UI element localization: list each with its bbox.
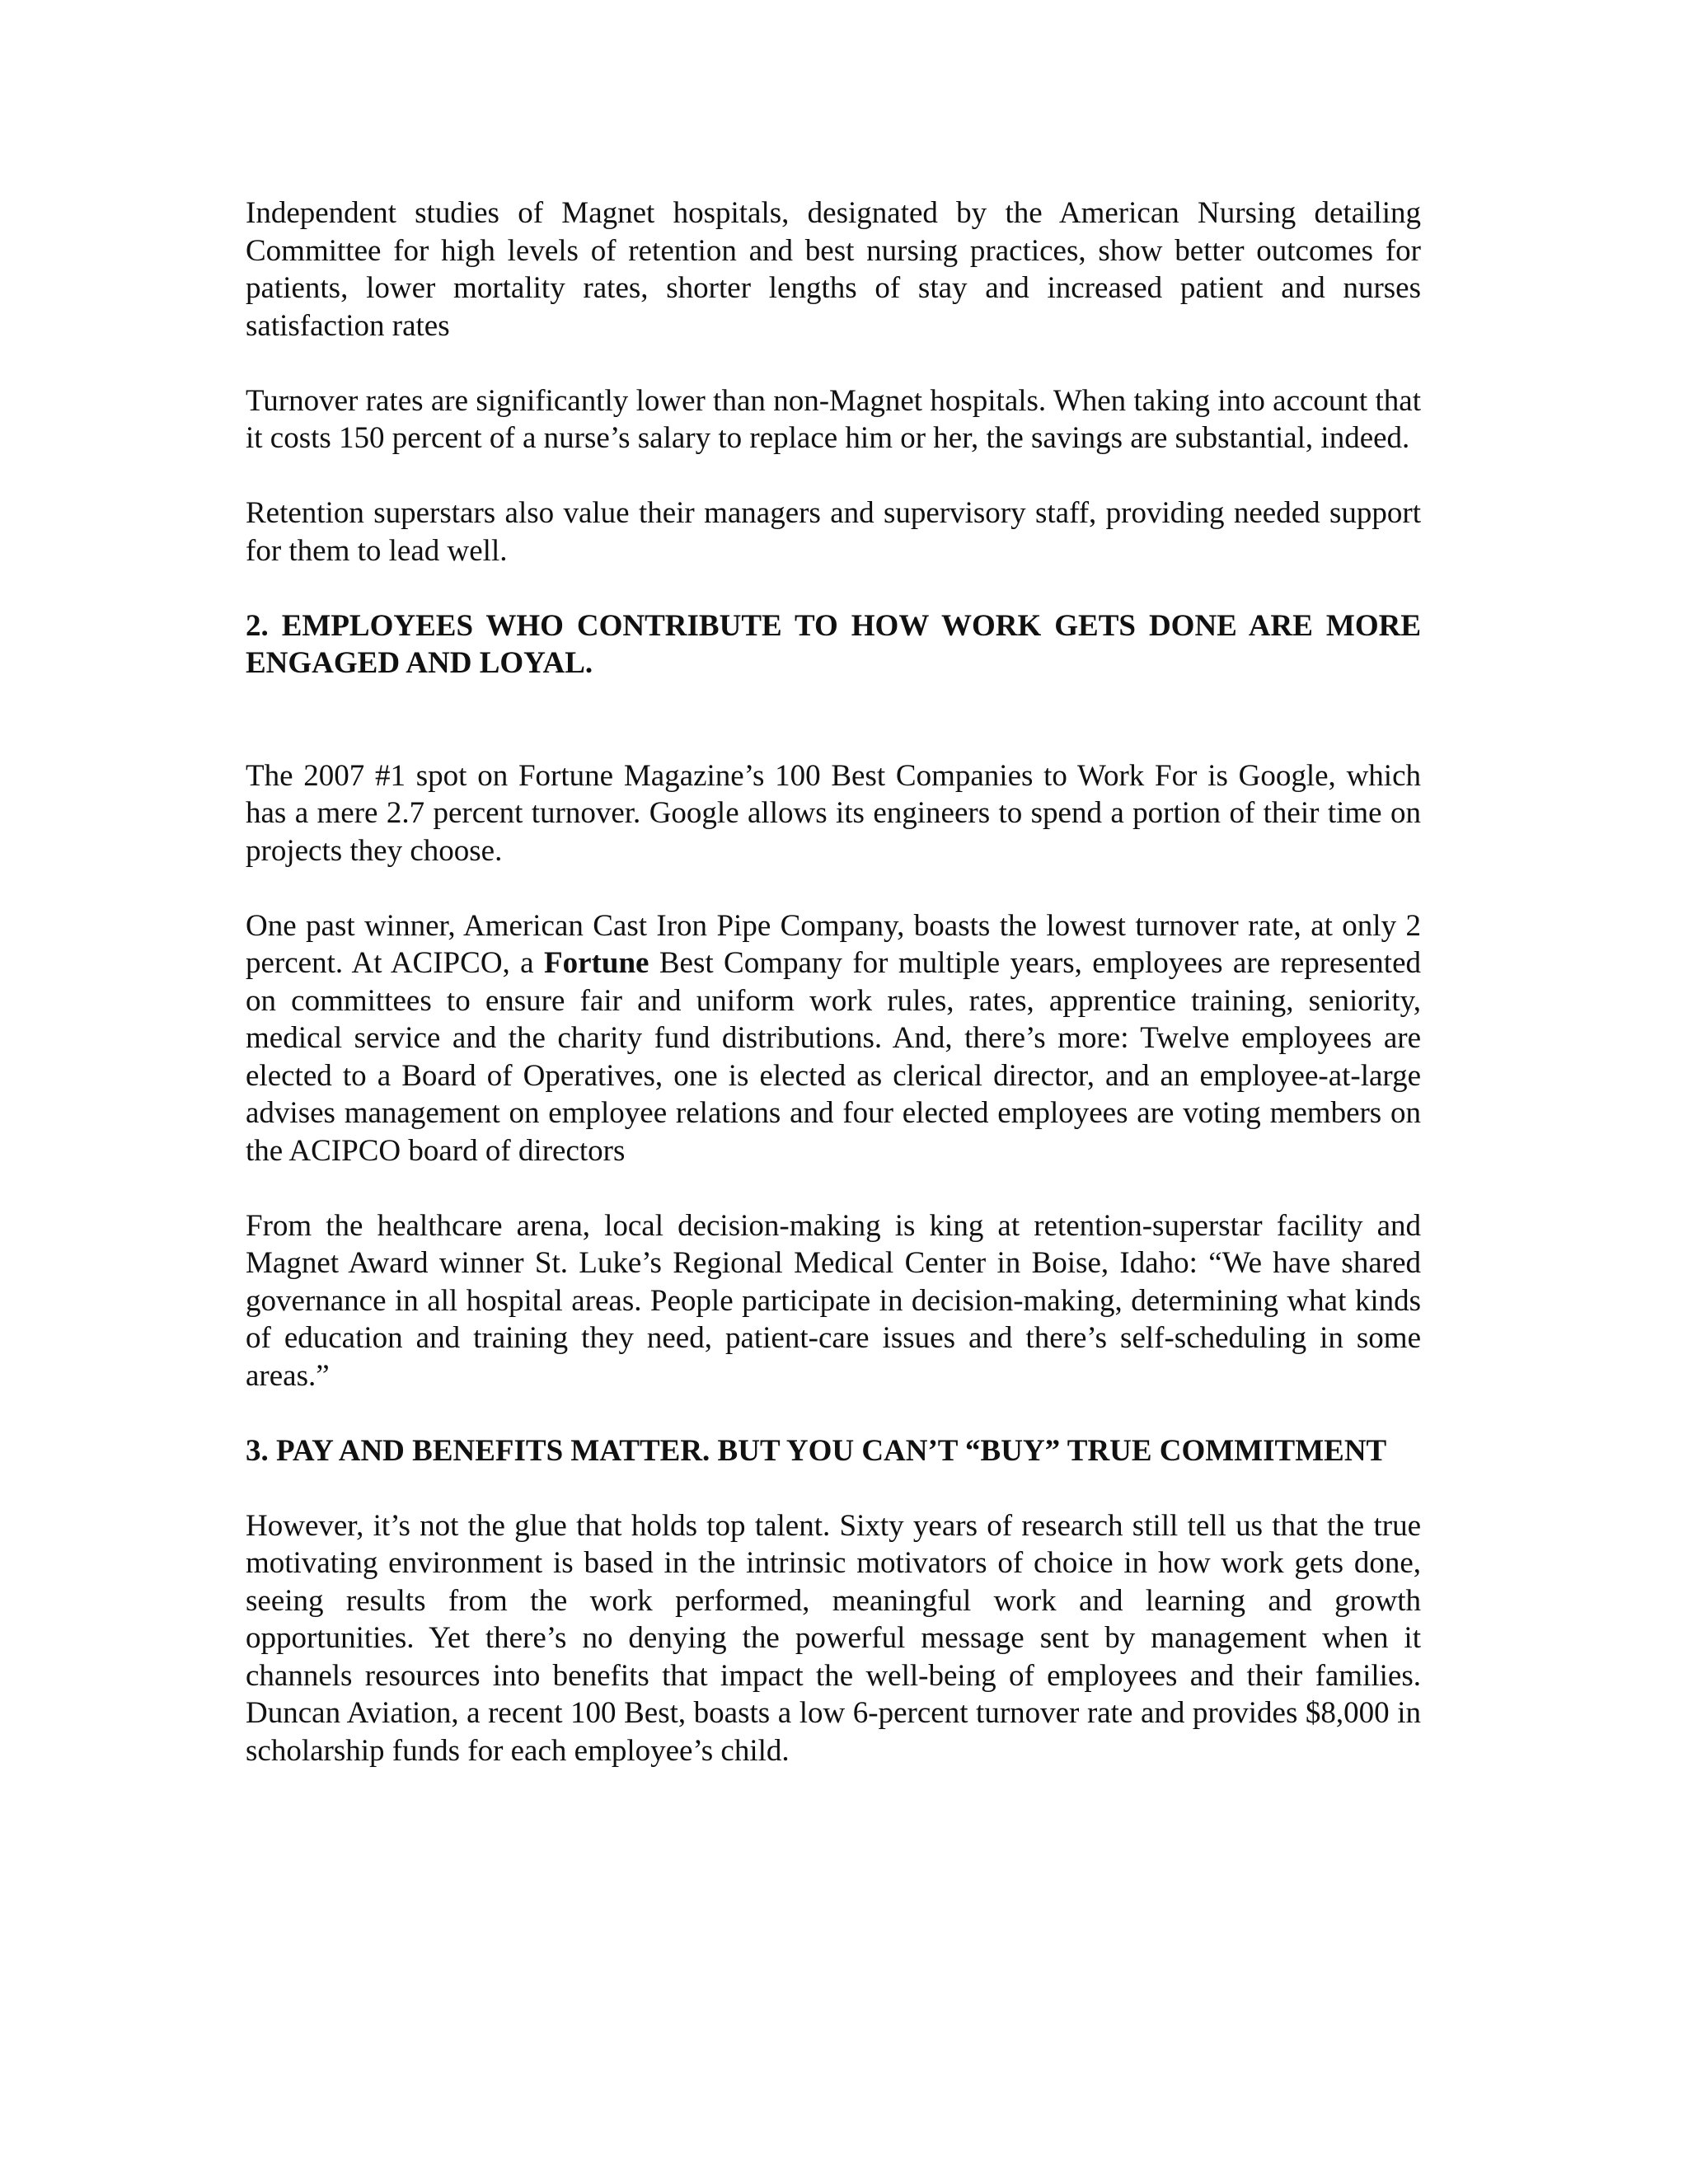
paragraph-turnover-rates: Turnover rates are significantly lower than non-Magnet hospitals. When taking into account that it costs 150 percent of a nurse’s salary to replace him or her, the savings are substantial, indeed.: [246, 383, 1421, 455]
paragraph-spacer: [246, 569, 1421, 607]
document-page: [246, 194, 1421, 1769]
acipco-text-start: One past winner, American Cast Iron Pipe Company, boasts the lowest turnover rate, at only 2 percent. At ACIPCO, a: [246, 908, 1421, 980]
paragraph-magnet-hospitals: Independent studies of Magnet hospitals, designated by the American Nursing detailing Committee for high levels of retention and best nursing practices, show better outcomes for patients, lower mortality rates, shorter lengths of stay and increased patient and nurses satisfaction rates: [246, 196, 1421, 343]
acipco-text-end: Best Company for multiple years, employees are represented on committees to ensure fair and uniform work rules, rates, apprentice training, seniority, medical service and the charity fund distributions. And, there’s more: Twelve employees are elected to a Board of Operatives, one is elected as clerical director, and an employee-at-large advises management on employee relations and four elected employees are voting members on the ACIPCO board of directors: [246, 946, 1422, 1168]
paragraph-retention-superstars: Retention superstars also value their managers and supervisory staff, providing needed support for them to lead well.: [246, 496, 1421, 568]
paragraph-spacer: [246, 1169, 1421, 1207]
fortune-bold-text: Fortune: [544, 946, 649, 980]
paragraph-acipco: [246, 907, 1421, 1170]
paragraph-google: The 2007 #1 spot on Fortune Magazine’s 100 Best Companies to Work For is Google, which has a mere 2.7 percent turnover. Google allows its engineers to spend a portion of their time on projects they choose.: [246, 758, 1421, 868]
paragraph-duncan-aviation: However, it’s not the glue that holds top talent. Sixty years of research still tell us that the true motivating environment is based in the intrinsic motivators of choice in how work gets done, seeing results from the work performed, meaningful work and learning and growth opportunities. Yet there’s no denying the powerful message sent by management when it channels resources into benefits that impact the well-being of employees and their families. Duncan Aviation, a recent 100 Best, boasts a low 6-percent turnover rate and provides $8,000 in scholarship funds for each employee’s child.: [246, 1508, 1421, 1768]
section-heading-pay-benefits: 3. PAY AND BENEFITS MATTER. BUT YOU CAN’T “BUY” TRUE COMMITMENT: [246, 1433, 1387, 1468]
paragraph-spacer: [246, 869, 1421, 907]
section-heading-employees-contribute: 2. EMPLOYEES WHO CONTRIBUTE TO HOW WORK GETS DONE ARE MORE ENGAGED AND LOYAL.: [246, 608, 1421, 680]
paragraph-spacer: [246, 1469, 1421, 1507]
paragraph-spacer: [246, 682, 1421, 757]
paragraph-spacer: [246, 344, 1421, 382]
paragraph-spacer: [246, 1394, 1421, 1432]
paragraph-spacer: [246, 457, 1421, 495]
paragraph-st-lukes: From the healthcare arena, local decision-making is king at retention-superstar facility and Magnet Award winner St. Luke’s Regional Medical Center in Boise, Idaho: “We have shared governance in all hospital areas. People participate in decision-making, determining what kinds of education and training they need, patient-care issues and there’s self-scheduling in some areas.”: [246, 1208, 1421, 1393]
